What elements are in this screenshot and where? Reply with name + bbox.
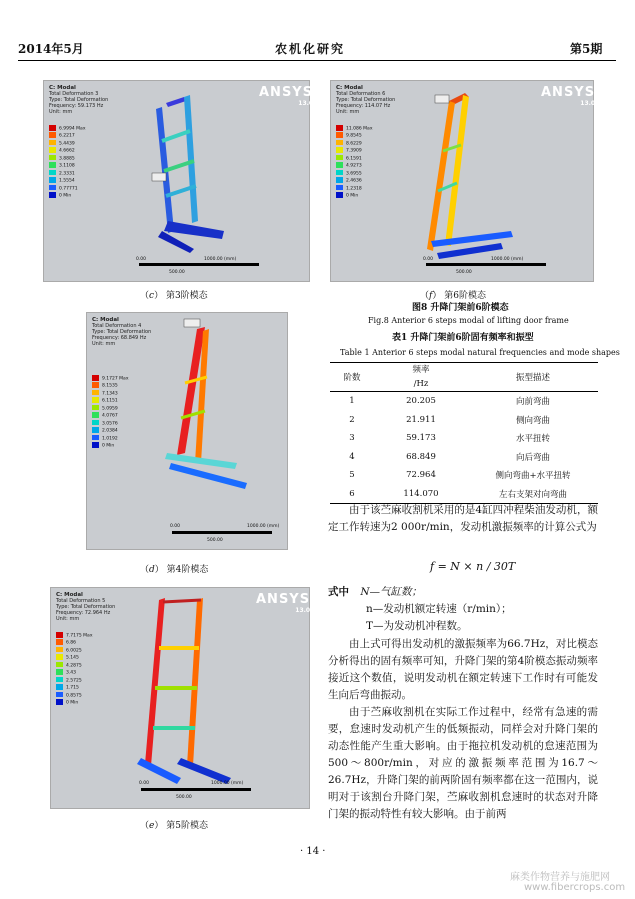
def-n1: N—气缸数； xyxy=(360,586,423,598)
fea-panel-mode3 xyxy=(43,80,314,282)
legend-label: 4.2875 xyxy=(66,663,82,669)
legend-swatch xyxy=(92,420,99,426)
panel-text: C: Modal Total Deformation 3 Type: Total Deformation Frequency: 59.173 Hz Unit: mm xyxy=(49,85,109,115)
legend-entry xyxy=(56,669,92,676)
legend-entry xyxy=(336,155,372,162)
legend-label: 2.0384 xyxy=(102,428,118,434)
legend-label: 7.7175 Max xyxy=(66,633,93,639)
ansys-logo: ANSYS 13.0 xyxy=(541,85,596,107)
table-cell: 侧向弯曲 xyxy=(515,415,550,426)
legend-swatch xyxy=(92,412,99,418)
legend-entry xyxy=(92,420,128,427)
paragraph-1: 由于该苎麻收割机采用的是4缸四冲程柴油发动机，额定工作转速为2 000r/min，发动机激振频率的计算公式为 xyxy=(328,504,598,533)
legend-entry xyxy=(49,140,85,147)
legend-swatch xyxy=(49,185,56,191)
legend-entry xyxy=(336,170,372,177)
scale-right: 1000.00 (mm) xyxy=(204,257,237,262)
page-number: · 14 · xyxy=(300,846,326,857)
legend-swatch xyxy=(336,155,343,161)
legend-label: 5.4439 xyxy=(59,141,75,147)
legend-entry xyxy=(336,147,372,154)
def-t: T—为发动机冲程数。 xyxy=(366,620,468,632)
legend-entry xyxy=(56,632,92,639)
scale-right: 1000.00 (mm) xyxy=(247,524,280,529)
legend-label: 0 Min xyxy=(102,443,115,449)
legend-entry xyxy=(92,435,128,442)
fig8-caption: 图8 升降门架前6阶模态 xyxy=(412,303,509,313)
caption-mode4: （d） 第4阶模态 xyxy=(140,565,209,575)
legend-swatch xyxy=(56,647,63,653)
def-n2: n—发动机额定转速（r/min）； xyxy=(366,603,512,615)
color-legend xyxy=(336,125,372,200)
table-cell: 2 xyxy=(349,414,355,425)
frame-model xyxy=(121,588,271,788)
legend-swatch xyxy=(92,397,99,403)
legend-entry xyxy=(56,654,92,661)
table-cell: 5 xyxy=(349,470,355,481)
legend-label: 1.715 xyxy=(66,685,79,691)
table-cell: 水平扭转 xyxy=(515,434,550,445)
legend-label: 0.77771 xyxy=(59,185,78,191)
table-cell: 3 xyxy=(349,433,355,444)
legend-swatch xyxy=(92,442,99,448)
table-cell: 向前弯曲 xyxy=(515,397,550,408)
scale-left: 0.00 xyxy=(170,524,181,529)
legend-swatch xyxy=(56,639,63,645)
legend-swatch xyxy=(336,170,343,176)
legend-swatch xyxy=(92,390,99,396)
legend-swatch xyxy=(49,192,56,198)
legend-entry xyxy=(49,125,85,132)
legend-entry xyxy=(92,442,128,449)
table-cell: 1 xyxy=(349,396,355,407)
legend-entry xyxy=(56,639,92,646)
color-legend xyxy=(92,375,128,450)
legend-label: 1.2318 xyxy=(346,185,362,191)
scale-left: 0.00 xyxy=(139,781,150,786)
col-order: 阶数 xyxy=(343,373,361,383)
legend-swatch xyxy=(336,177,343,183)
legend-label: 1.5554 xyxy=(59,178,75,184)
legend-label: 6.2217 xyxy=(59,133,75,139)
paragraph-3: 由于苎麻收割机在实际工作过程中，经常有急速的需要，怠速时发动机产生的低频振动，同样会对升降门架的动态性能产生重大影响。由于拖拉机发动机的怠速范围为500～800r/min，对应的激振频率范围为16.7～26.7Hz，升降门架的前两阶固有频率都在这一范围内，说明对于该割台升降门架，苎麻收割机怠速时的状态对升降门架的振动特性有较大影响。由于前两 xyxy=(328,706,598,820)
table-cell: 左右支架对向弯曲 xyxy=(498,489,567,500)
panel-text: C: Modal Total Deformation 5 Type: Total Deformation Frequency: 72.964 Hz Unit: mm xyxy=(56,592,116,622)
table-body xyxy=(330,392,598,504)
legend-swatch xyxy=(336,147,343,153)
legend-label: 9.8545 xyxy=(346,133,362,139)
fig8-caption-en: Fig.8 Anterior 6 steps modal of lifting door frame xyxy=(368,316,569,325)
legend-entry xyxy=(49,185,85,192)
legend-entry xyxy=(49,132,85,139)
legend-swatch xyxy=(336,125,343,131)
legend-swatch xyxy=(92,435,99,441)
table-cell: 114.070 xyxy=(403,488,439,499)
caption-mode5: （e） 第5阶模态 xyxy=(140,821,208,831)
legend-label: 0.8575 xyxy=(66,692,82,698)
legend-swatch xyxy=(336,192,343,198)
legend-entry xyxy=(49,170,85,177)
watermark-url: www.fibercrops.com xyxy=(524,882,626,893)
scale-right: 1000.00 (mm) xyxy=(211,781,244,786)
legend-label: 7.3909 xyxy=(346,148,362,154)
table-cell: 68.849 xyxy=(406,451,436,462)
legend-entry xyxy=(336,125,372,132)
color-legend xyxy=(49,125,85,200)
legend-swatch xyxy=(56,699,63,705)
legend-swatch xyxy=(49,177,56,183)
legend-swatch xyxy=(92,382,99,388)
legend-label: 5.145 xyxy=(66,655,79,661)
table-cell: 59.173 xyxy=(406,433,436,444)
table-row xyxy=(330,429,598,448)
scale-mid: 500.00 xyxy=(176,795,192,800)
frame-model xyxy=(127,313,287,538)
legend-label: 9.1727 Max xyxy=(102,376,129,382)
legend-entry xyxy=(49,162,85,169)
legend-entry xyxy=(56,692,92,699)
legend-entry xyxy=(92,405,128,412)
legend-label: 3.6955 xyxy=(346,170,362,176)
legend-label: 1.0192 xyxy=(102,435,118,441)
legend-entry xyxy=(49,147,85,154)
table-cell: 侧向弯曲+水平扭转 xyxy=(495,471,571,482)
table-row xyxy=(330,448,598,467)
legend-entry xyxy=(56,677,92,684)
journal-date: 2014年5月 xyxy=(18,42,84,56)
legend-entry xyxy=(336,192,372,199)
legend-label: 3.8885 xyxy=(59,156,75,162)
table1-caption: 表1 升降门架前6阶固有频率和振型 xyxy=(392,333,534,343)
table-cell: 72.964 xyxy=(406,470,436,481)
table-cell: 6 xyxy=(349,488,355,499)
legend-label: 2.3331 xyxy=(59,170,75,176)
legend-swatch xyxy=(56,654,63,660)
caption-mode6: （f） 第6阶模态 xyxy=(420,291,486,301)
legend-swatch xyxy=(49,132,56,138)
legend-label: 3.0576 xyxy=(102,420,118,426)
formula: f = N × n / 30T xyxy=(430,560,516,573)
col-freq: 频率 /Hz xyxy=(412,365,430,389)
scale-mid: 500.00 xyxy=(207,538,223,543)
table-row xyxy=(330,466,598,485)
legend-entry xyxy=(92,375,128,382)
scale-right: 1000.00 (mm) xyxy=(491,257,524,262)
fea-panel-mode5 xyxy=(50,587,310,809)
color-legend xyxy=(56,632,92,707)
legend-swatch xyxy=(49,147,56,153)
legend-entry xyxy=(336,185,372,192)
legend-label: 0 Min xyxy=(59,193,72,199)
scale-bar xyxy=(139,263,259,266)
scale-left: 0.00 xyxy=(423,257,434,262)
legend-entry xyxy=(56,684,92,691)
legend-label: 6.0025 xyxy=(66,648,82,654)
legend-label: 6.1151 xyxy=(102,398,118,404)
legend-label: 8.6229 xyxy=(346,141,362,147)
legend-swatch xyxy=(336,140,343,146)
legend-entry xyxy=(336,140,372,147)
legend-swatch xyxy=(56,692,63,698)
table1-caption-en: Table 1 Anterior 6 steps modal natural frequencies and mode shapes xyxy=(340,348,620,357)
legend-entry xyxy=(56,699,92,706)
legend-entry xyxy=(336,132,372,139)
scale-bar xyxy=(141,788,251,791)
journal-title: 农机化研究 xyxy=(275,42,346,56)
header-rule xyxy=(18,60,616,61)
legend-entry xyxy=(49,177,85,184)
table-cell: 21.911 xyxy=(406,414,436,425)
panel-text: C: Modal Total Deformation 6 Type: Total Deformation Frequency: 114.07 Hz Unit: mm xyxy=(336,85,396,115)
legend-swatch xyxy=(56,662,63,668)
definitions xyxy=(328,584,598,635)
legend-label: 4.0767 xyxy=(102,413,118,419)
legend-swatch xyxy=(56,632,63,638)
legend-label: 11.086 Max xyxy=(346,126,373,132)
frame-model xyxy=(104,81,254,266)
table-row xyxy=(330,485,598,504)
legend-label: 3.43 xyxy=(66,670,77,676)
legend-label: 0 Min xyxy=(66,700,79,706)
scale-bar xyxy=(172,531,272,534)
fea-panel-mode4 xyxy=(86,312,288,550)
legend-entry xyxy=(56,647,92,654)
legend-label: 0 Min xyxy=(346,193,359,199)
legend-label: 8.1535 xyxy=(102,383,118,389)
scale-left: 0.00 xyxy=(136,257,147,262)
ansys-logo: ANSYS 13.0 xyxy=(256,592,311,614)
legend-swatch xyxy=(49,125,56,131)
legend-entry xyxy=(336,162,372,169)
where-label: 式中 xyxy=(328,586,349,598)
legend-entry xyxy=(336,177,372,184)
table-row xyxy=(330,411,598,430)
legend-entry xyxy=(49,192,85,199)
legend-entry xyxy=(92,382,128,389)
legend-label: 6.9994 Max xyxy=(59,126,86,132)
legend-label: 2.5725 xyxy=(66,677,82,683)
legend-label: 4.9273 xyxy=(346,163,362,169)
legend-label: 2.4636 xyxy=(346,178,362,184)
legend-swatch xyxy=(336,162,343,168)
legend-swatch xyxy=(56,677,63,683)
legend-label: 3.1108 xyxy=(59,163,75,169)
legend-entry xyxy=(92,427,128,434)
legend-swatch xyxy=(56,669,63,675)
legend-label: 4.6662 xyxy=(59,148,75,154)
panel-text: C: Modal Total Deformation 4 Type: Total Deformation Frequency: 68.849 Hz Unit: mm xyxy=(92,317,152,347)
legend-swatch xyxy=(92,427,99,433)
legend-swatch xyxy=(336,132,343,138)
legend-entry xyxy=(56,662,92,669)
paragraph-2: 由上式可得出发动机的激振频率为66.7Hz，对比模态分析得出的固有频率可知，升降门架的第4阶模态振动频率接近这个数值，说明发动机在额定转速下工作时有可能发生向后弯曲振动。 xyxy=(328,638,598,701)
scale-bar xyxy=(426,263,546,266)
legend-entry xyxy=(49,155,85,162)
modes-table xyxy=(330,362,598,504)
scale-mid: 500.00 xyxy=(456,270,472,275)
legend-swatch xyxy=(49,155,56,161)
scale-mid: 500.00 xyxy=(169,270,185,275)
legend-label: 7.1343 xyxy=(102,391,118,397)
legend-swatch xyxy=(336,185,343,191)
ansys-logo: ANSYS 13.0 xyxy=(259,85,314,107)
legend-swatch xyxy=(56,684,63,690)
legend-swatch xyxy=(92,405,99,411)
legend-label: 6.1591 xyxy=(346,156,362,162)
table-row xyxy=(330,392,598,411)
col-shape: 振型描述 xyxy=(515,373,550,383)
legend-label: 6.86 xyxy=(66,640,77,646)
watermark-cn: 麻类作物营养与施肥网 xyxy=(510,872,610,883)
legend-label: 5.0959 xyxy=(102,406,118,412)
caption-mode3: （c） 第3阶模态 xyxy=(140,291,208,301)
fea-panel-mode6 xyxy=(330,80,594,282)
legend-swatch xyxy=(49,162,56,168)
legend-entry xyxy=(92,390,128,397)
legend-swatch xyxy=(49,170,56,176)
legend-entry xyxy=(92,397,128,404)
legend-swatch xyxy=(92,375,99,381)
table-cell: 20.205 xyxy=(406,396,436,407)
table-cell: 向后弯曲 xyxy=(515,452,550,463)
legend-entry xyxy=(92,412,128,419)
legend-swatch xyxy=(49,140,56,146)
issue-number: 第5期 xyxy=(570,42,603,56)
table-cell: 4 xyxy=(349,451,355,462)
frame-model xyxy=(391,81,541,266)
